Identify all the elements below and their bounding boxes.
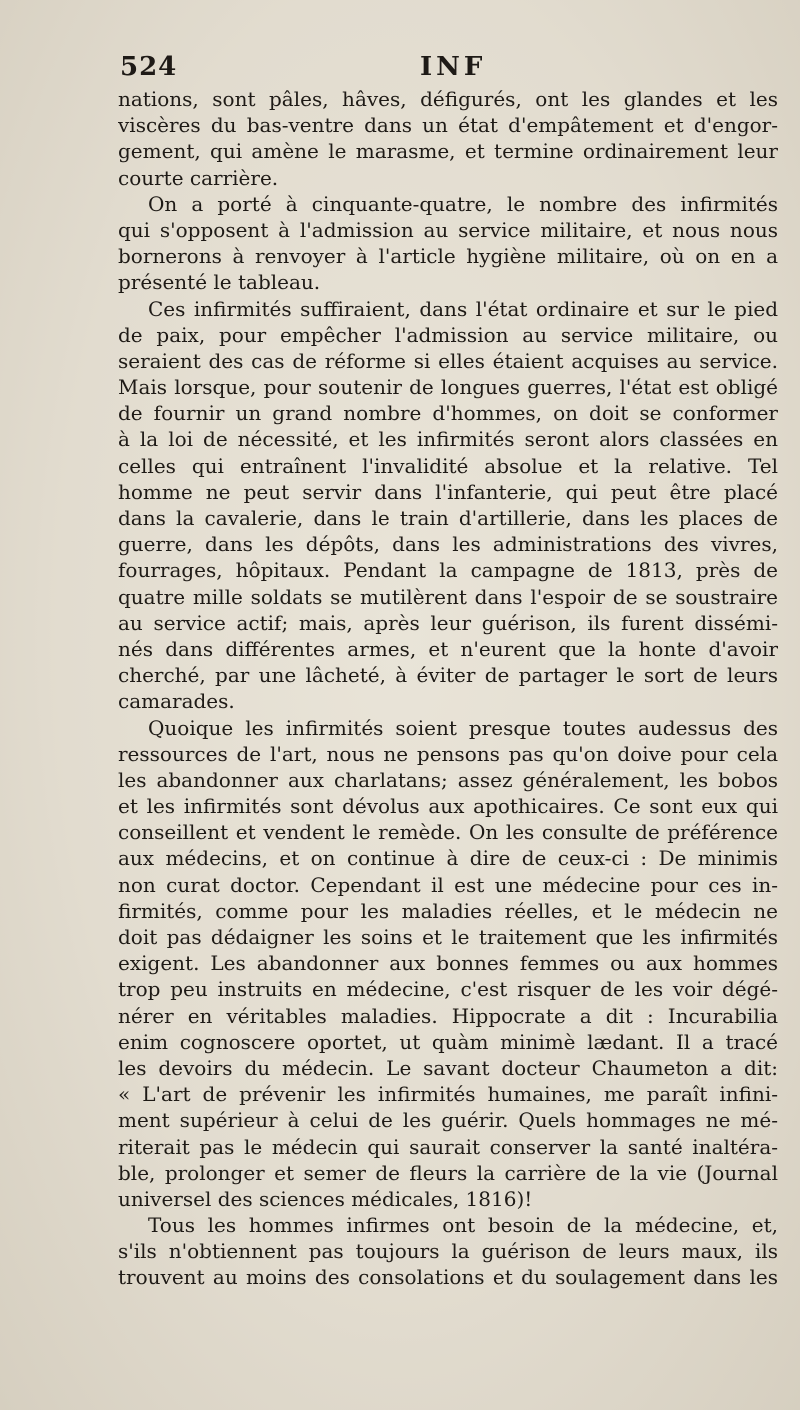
text-line: conseillent et vendent le remède. On les consulte de préférence — [118, 820, 778, 845]
text-line: présenté le tableau. — [118, 270, 321, 295]
text-line: viscères du bas-ventre dans un état d'empâtement et d'engor- — [118, 113, 778, 138]
text-line: et les infirmités sont dévolus aux apothicaires. Ce sont eux qui — [118, 794, 778, 819]
text-line: bornerons à renvoyer à l'article hygiène militaire, où on en a — [118, 244, 778, 269]
text-line: au service actif; mais, après leur guérison, ils furent dissémi- — [118, 610, 778, 635]
text-line: celles qui entraînent l'invalidité absolue et la relative. Tel — [118, 453, 778, 478]
text-line: ment supérieur à celui de les guérir. Quels hommages ne mé- — [118, 1108, 778, 1133]
text-line: dans la cavalerie, dans le train d'artillerie, dans les places de — [118, 506, 778, 530]
text-line: nations, sont pâles, hâves, défigurés, ont les glandes et les — [118, 87, 778, 111]
text-line: homme ne peut servir dans l'infanterie, qui peut être placé — [118, 479, 778, 504]
text-line: trop peu instruits en médecine, c'est risquer de les voir dégé- — [118, 977, 778, 1002]
text-line: « L'art de prévenir les infirmités humaines, me paraît infini- — [118, 1082, 778, 1107]
text-line: nés dans différentes armes, et n'eurent que la honte d'avoir — [118, 636, 778, 661]
text-line: riterait pas le médecin qui saurait conserver la santé inaltéra- — [118, 1134, 778, 1159]
text-line: ressources de l'art, nous ne pensons pas qu'on doive pour cela — [118, 741, 778, 766]
text-line: de fournir un grand nombre d'hommes, on doit se conformer — [118, 401, 778, 426]
text-line: firmités, comme pour les maladies réelles, et le médecin ne — [118, 898, 778, 923]
text-line: cherché, par une lâcheté, à éviter de partager le sort de leurs — [118, 663, 778, 688]
text-line: Quoique les infirmités soient presque toutes audessus des — [148, 715, 778, 740]
text-line: seraient des cas de réforme si elles étaient acquises au service. — [118, 348, 778, 373]
text-line: les devoirs du médecin. Le savant docteur Chaumeton a dit: — [118, 1055, 778, 1080]
page-header — [120, 52, 770, 86]
text-line: doit pas dédaigner les soins et le traitement que les infirmités — [118, 925, 778, 949]
text-line: Tous les hommes infirmes ont besoin de la médecine, et, — [148, 1213, 778, 1238]
text-line: s'ils n'obtiennent pas toujours la guérison de leurs maux, ils — [118, 1239, 778, 1264]
text-line: camarades. — [118, 689, 235, 714]
text-line: de paix, pour empêcher l'admission au service militaire, ou — [118, 322, 778, 347]
text-line: non curat doctor. Cependant il est une médecine pour ces in- — [118, 872, 778, 897]
text-line: Mais lorsque, pour soutenir de longues guerres, l'état est obligé — [118, 375, 778, 400]
text-line: guerre, dans les dépôts, dans les administrations des vivres, — [118, 532, 778, 557]
text-line: gement, qui amène le marasme, et termine ordinairement leur — [118, 139, 778, 164]
text-line: Ces infirmités suffiraient, dans l'état ordinaire et sur le pied — [148, 296, 778, 321]
text-line: exigent. Les abandonner aux bonnes femmes ou aux hommes — [118, 951, 778, 976]
text-line: nérer en véritables maladies. Hippocrate a dit : Incurabilia — [118, 1003, 778, 1028]
text-line: trouvent au moins des consolations et du soulagement dans les — [118, 1265, 778, 1290]
text-line: On a porté à cinquante-quatre, le nombre des infirmités — [148, 191, 778, 216]
page-number: 524 — [120, 52, 178, 82]
running-head: INF — [420, 52, 487, 82]
text-line: aux médecins, et on continue à dire de ceux-ci : De minimis — [118, 846, 778, 871]
text-line: courte carrière. — [118, 165, 279, 190]
text-line: quatre mille soldats se mutilèrent dans l'espoir de se soustraire — [118, 584, 778, 609]
text-line: universel des sciences médicales, 1816)! — [118, 1186, 533, 1211]
text-line: enim cognoscere oportet, ut quàm minimè lædant. Il a tracé — [118, 1029, 778, 1054]
text-line: ble, prolonger et semer de fleurs la carrière de la vie (Journal — [118, 1160, 778, 1185]
text-line: fourrages, hôpitaux. Pendant la campagne de 1813, près de — [118, 558, 778, 583]
text-line: les abandonner aux charlatans; assez généralement, les bobos — [118, 767, 778, 792]
text-line: à la loi de nécessité, et les infirmités seront alors classées en — [118, 427, 778, 452]
body-text — [118, 86, 778, 1291]
text-line: qui s'opposent à l'admission au service militaire, et nous nous — [118, 217, 778, 242]
